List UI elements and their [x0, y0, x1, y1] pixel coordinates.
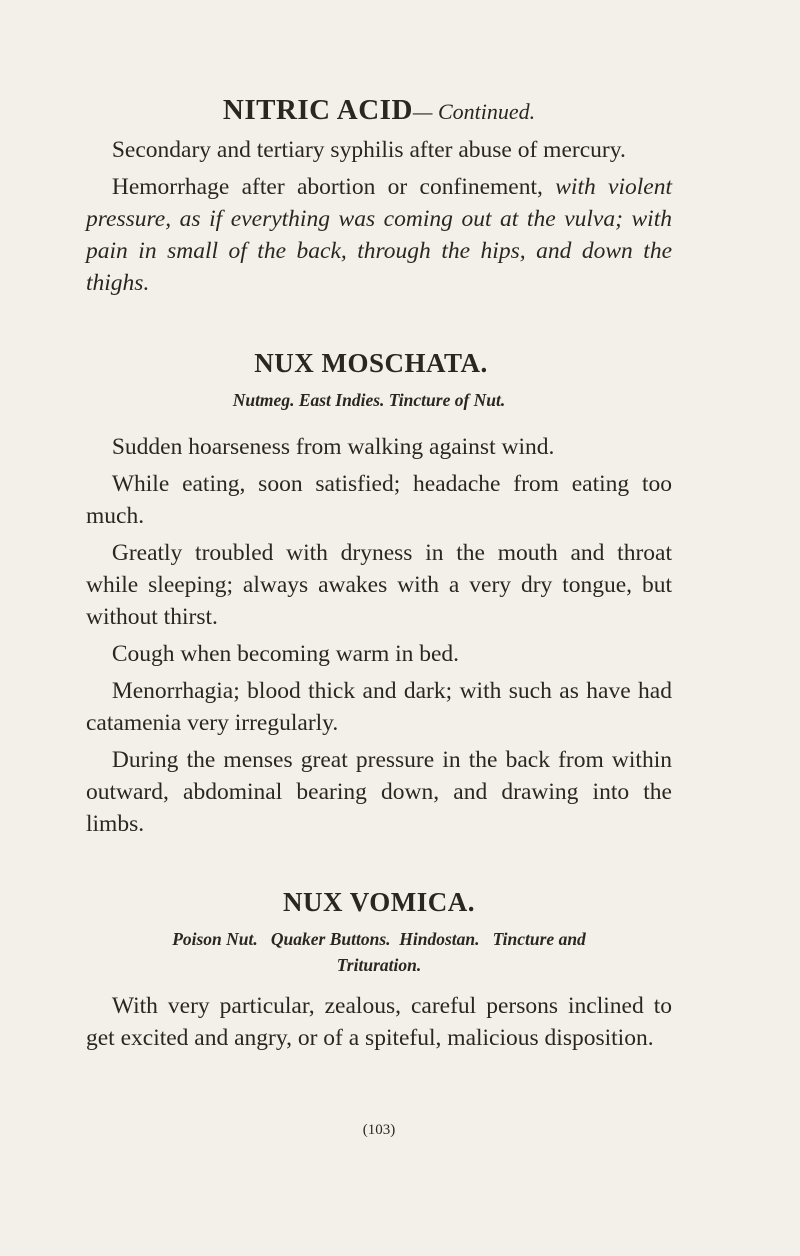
paragraph-lead: Hemorrhage after abortion or confinement,	[111, 174, 556, 200]
heading-title: NITRIC ACID	[222, 94, 413, 126]
heading-title: NUX MOSCHATA.	[254, 348, 488, 378]
paragraph: Cough when becoming warm in bed.	[111, 641, 460, 667]
section-heading-nux-vomica	[86, 884, 672, 920]
paragraph: During the menses great pressure in the back from within outward, abdominal bearing down, and drawing into the limbs.	[86, 747, 672, 837]
section-subtitle: Nutmeg. East Indies. Tincture of Nut.	[232, 390, 506, 410]
section-heading-nux-moschata	[86, 345, 672, 381]
page-content	[86, 92, 672, 1054]
paragraph: Secondary and tertiary syphilis after abuse of mercury.	[111, 137, 626, 163]
paragraph: While eating, soon satisfied; headache from eating too much.	[86, 471, 672, 529]
paragraph: Sudden hoarseness from walking against wind.	[111, 434, 555, 460]
paragraph: Menorrhagia; blood thick and dark; with such as have had catamenia very irregularly.	[86, 678, 672, 736]
paragraph: Greatly troubled with dryness in the mouth and throat while sleeping; always awakes with a very dry tongue, but without thirst.	[86, 540, 672, 630]
heading-title: NUX VOMICA.	[283, 887, 475, 917]
section-subtitle-continued: Trituration.	[336, 955, 422, 975]
paragraph	[86, 171, 672, 299]
section-heading-nitric-acid	[86, 92, 672, 130]
page-number: (103)	[362, 1122, 396, 1138]
paragraph: With very particular, zealous, careful persons inclined to get excited and angry, or of a spiteful, malicious disposition.	[86, 993, 672, 1051]
paragraph-italic: with violent pressure, as if everything was coming out at the vulva; with pain in small of the back, through the hips, and down the thighs.	[86, 174, 673, 296]
section-subtitle: Poison Nut. Quaker Buttons. Hindostan. Tincture and	[172, 929, 586, 949]
heading-continued: — Continued.	[412, 99, 536, 124]
